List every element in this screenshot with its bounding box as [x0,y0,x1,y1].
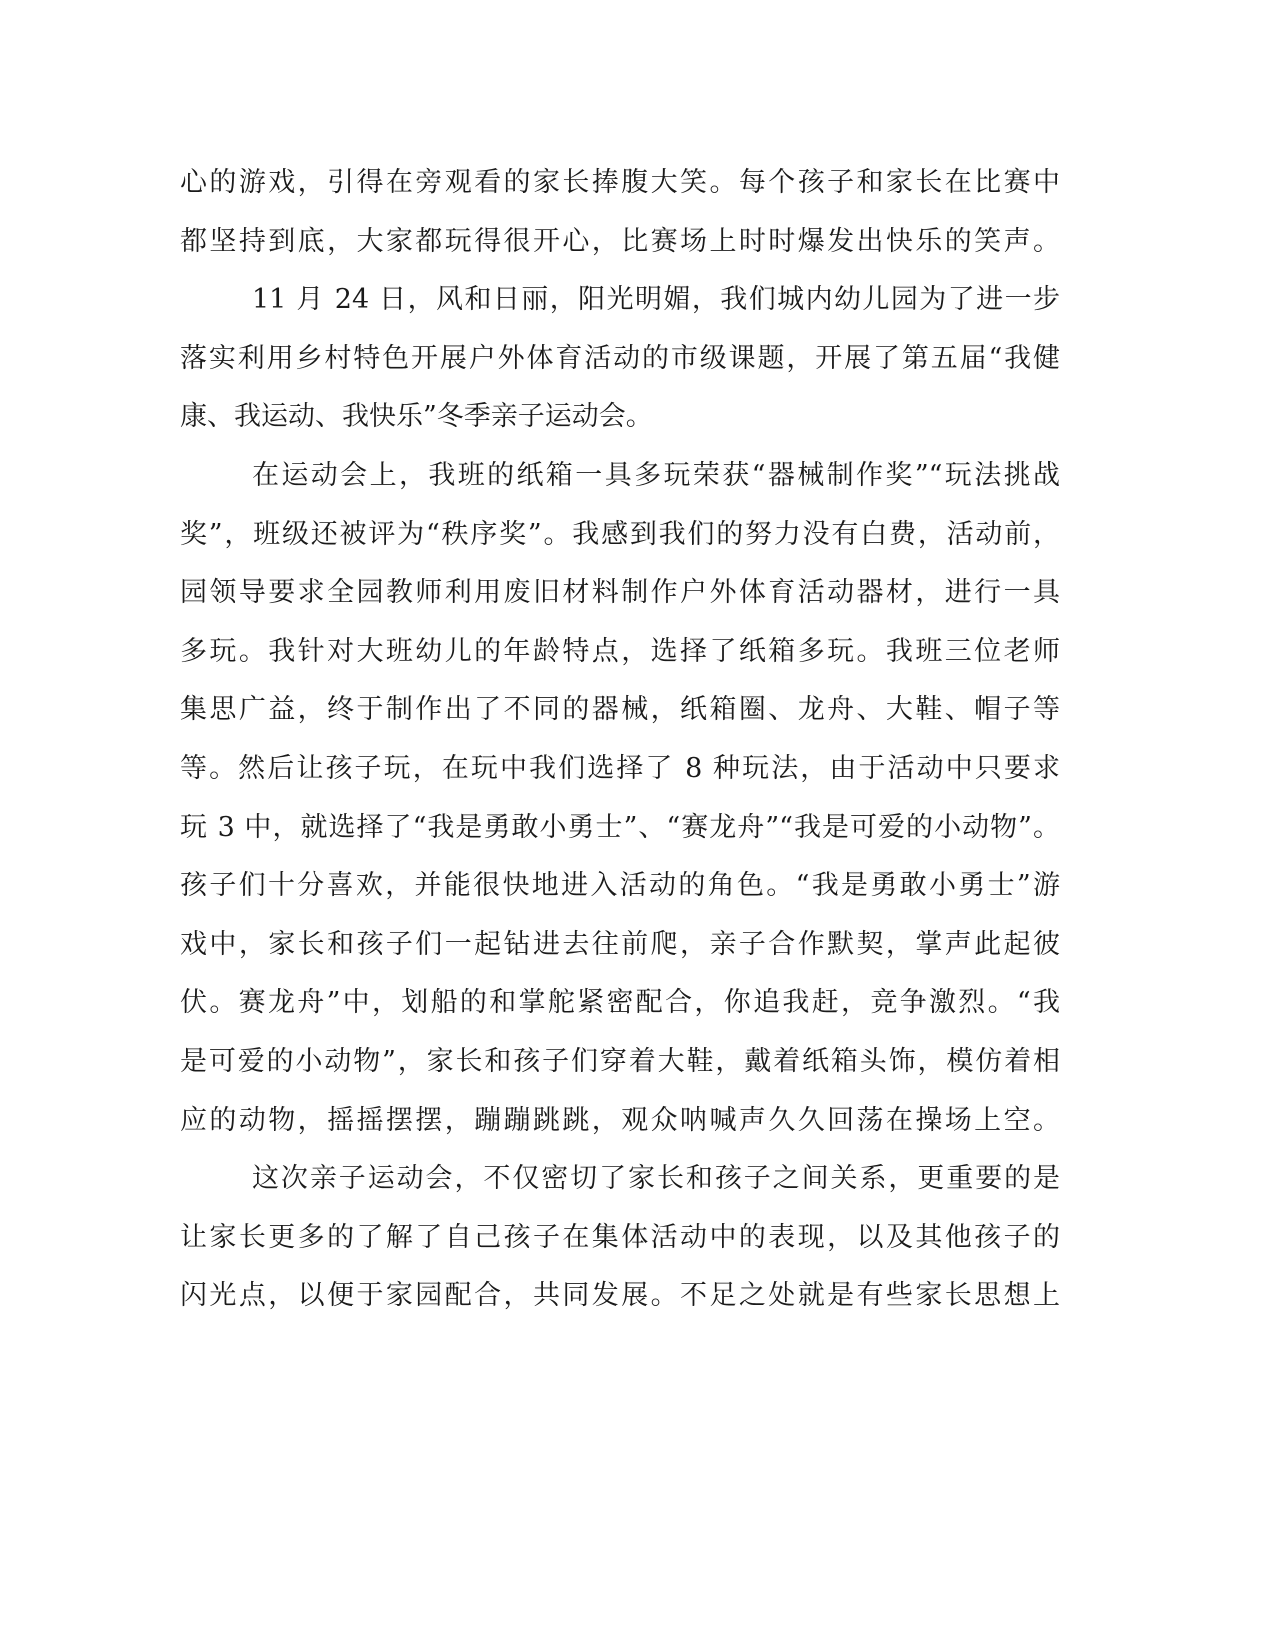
text-line: 等。然后让孩子玩，在玩中我们选择了 8 种玩法，由于活动中只要求 [180,752,1060,784]
document-body [180,154,1060,1326]
text-line: 让家长更多的了解了自己孩子在集体活动中的表现，以及其他孩子的 [180,1221,1060,1253]
text-line: 在运动会上，我班的纸箱一具多玩荣获“器械制作奖”“玩法挑战 [252,459,1060,491]
text-line: 落实利用乡村特色开展户外体育活动的市级课题，开展了第五届“我健 [180,342,1060,374]
text-line: 是可爱的小动物”，家长和孩子们穿着大鞋，戴着纸箱头饰，模仿着相 [180,1045,1060,1077]
text-line: 玩 3 中，就选择了“我是勇敢小勇士”、“赛龙舟”“我是可爱的小动物”。 [180,811,1060,843]
paragraph-3 [180,447,1060,1150]
text-line: 集思广益，终于制作出了不同的器械，纸箱圈、龙舟、大鞋、帽子等 [180,694,1060,726]
text-line: 戏中，家长和孩子们一起钻进去往前爬，亲子合作默契，掌声此起彼 [180,928,1060,960]
paragraph-1 [180,154,1060,271]
text-line: 多玩。我针对大班幼儿的年龄特点，选择了纸箱多玩。我班三位老师 [180,635,1060,667]
text-line: 这次亲子运动会，不仅密切了家长和孩子之间关系，更重要的是 [252,1163,1060,1195]
paragraph-2 [180,271,1060,447]
text-line: 闪光点，以便于家园配合，共同发展。不足之处就是有些家长思想上 [180,1280,1060,1312]
text-line: 应的动物，摇摇摆摆，蹦蹦跳跳，观众呐喊声久久回荡在操场上空。 [180,1104,1060,1136]
text-line: 康、我运动、我快乐”冬季亲子运动会。 [180,401,653,433]
text-line: 孩子们十分喜欢，并能很快地进入活动的角色。“我是勇敢小勇士”游 [180,870,1060,902]
text-line: 心的游戏，引得在旁观看的家长捧腹大笑。每个孩子和家长在比赛中 [180,167,1060,198]
text-line: 都坚持到底，大家都玩得很开心，比赛场上时时爆发出快乐的笑声。 [180,225,1060,257]
text-line: 伏。赛龙舟”中，划船的和掌舵紧密配合，你追我赶，竞争激烈。“我 [180,987,1060,1019]
text-line: 奖”，班级还被评为“秩序奖”。我感到我们的努力没有白费，活动前， [180,518,1060,550]
text-line: 11 月 24 日，风和日丽，阳光明媚，我们城内幼儿园为了进一步 [252,284,1060,316]
paragraph-4 [180,1150,1060,1326]
text-line: 园领导要求全园教师利用废旧材料制作户外体育活动器材，进行一具 [180,577,1060,609]
